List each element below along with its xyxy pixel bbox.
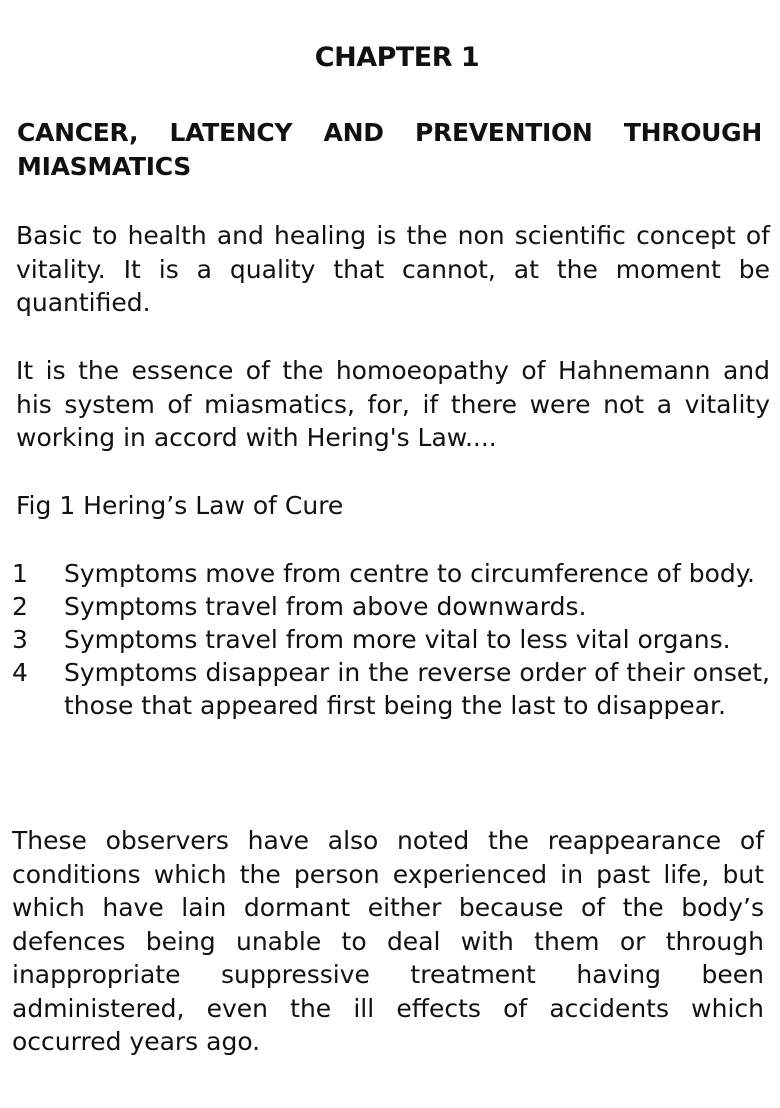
chapter-title: CANCER, LATENCY AND PREVENTION THROUGH MIASMATICS [17, 118, 762, 181]
list-item [12, 623, 770, 656]
list-item-text: Symptoms move from centre to circumference of body. [64, 559, 755, 588]
herings-law-list [12, 557, 770, 722]
paragraph-vitality: Basic to health and healing is the non scientific concept of vitality. It is a quality that cannot, at the moment be quantified. [16, 221, 770, 317]
paragraph-homoeopathy: It is the essence of the homoeopathy of Hahnemann and his system of miasmatics, for, if there were not a vitality working in accord with Hering's Law.... [16, 356, 770, 452]
list-item-text: Symptoms travel from above downwards. [64, 592, 587, 621]
list-item-number: 4 [12, 658, 28, 687]
chapter-heading: CHAPTER 1 [314, 42, 480, 73]
list-item [12, 656, 770, 722]
paragraph-reappearance: These observers have also noted the reappearance of conditions which the person experienced in past life, but which have lain dormant either because of the body’s defences being unable to deal with them or through inappropriate suppressive treatment having been administered, even the ill effects of accidents which occurred years ago. [12, 826, 764, 1056]
figure-caption: Fig 1 Hering’s Law of Cure [16, 491, 344, 520]
list-item [12, 590, 770, 623]
list-item-number: 2 [12, 592, 28, 621]
list-item-text: Symptoms disappear in the reverse order of their onset, those that appeared first being the last to disappear. [64, 658, 770, 720]
list-item-text: Symptoms travel from more vital to less vital organs. [64, 625, 731, 654]
list-item [12, 557, 770, 590]
list-item-number: 1 [12, 559, 28, 588]
list-item-number: 3 [12, 625, 28, 654]
